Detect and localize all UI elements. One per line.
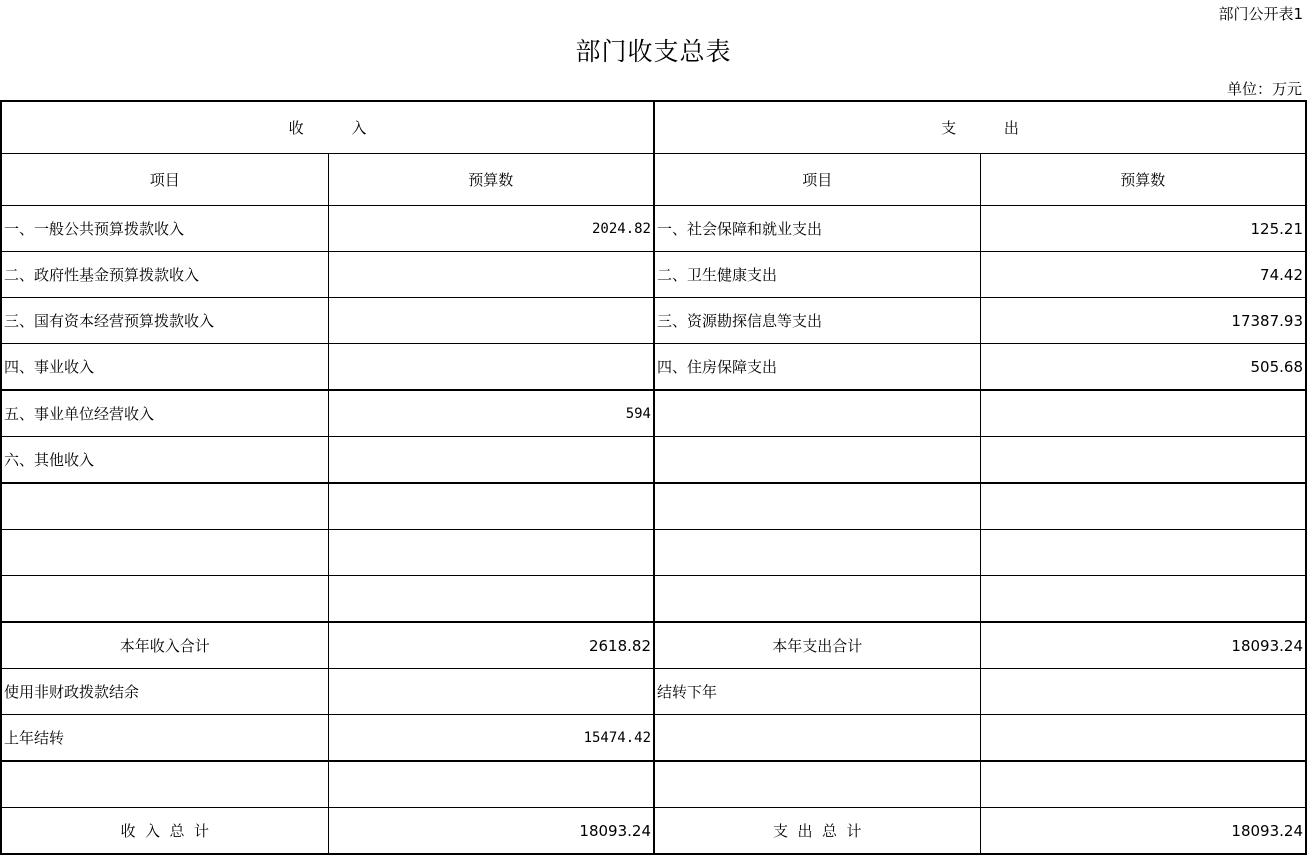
income-item: 上年结转 — [1, 715, 328, 762]
income-value — [328, 298, 654, 344]
income-item: 二、政府性基金预算拨款收入 — [1, 252, 328, 298]
expense-total-value: 18093.24 — [980, 808, 1306, 855]
expense-item — [654, 715, 980, 762]
table-row — [1, 252, 1306, 298]
income-item: 五、事业单位经营收入 — [1, 390, 328, 437]
table-code: 部门公开表1 — [1218, 5, 1303, 23]
subtotal-row — [1, 622, 1306, 669]
expense-value: 17387.93 — [980, 298, 1306, 344]
table-row — [1, 715, 1306, 762]
table-row — [1, 576, 1306, 623]
income-total-value: 18093.24 — [328, 808, 654, 855]
expense-total-label: 支 出 总 计 — [654, 808, 980, 855]
total-row — [1, 808, 1306, 855]
expense-value — [980, 669, 1306, 715]
income-value — [328, 669, 654, 715]
expense-item — [654, 761, 980, 808]
page-title: 部门收支总表 — [575, 37, 732, 66]
income-subtotal-label: 本年收入合计 — [1, 622, 328, 669]
group-header-row — [1, 101, 1306, 154]
expense-value: 74.42 — [980, 252, 1306, 298]
table-row — [1, 437, 1306, 484]
table-row — [1, 298, 1306, 344]
income-value — [328, 761, 654, 808]
expense-item: 一、社会保障和就业支出 — [654, 206, 980, 252]
table-row — [1, 483, 1306, 530]
income-value — [328, 530, 654, 576]
table-row — [1, 390, 1306, 437]
income-value — [328, 344, 654, 391]
expense-value — [980, 483, 1306, 530]
income-item: 使用非财政拨款结余 — [1, 669, 328, 715]
expense-value — [980, 437, 1306, 484]
expense-item-header: 项目 — [654, 154, 980, 206]
income-item-header: 项目 — [1, 154, 328, 206]
expense-value — [980, 715, 1306, 762]
income-item — [1, 530, 328, 576]
expense-item: 二、卫生健康支出 — [654, 252, 980, 298]
expense-item — [654, 576, 980, 623]
table-row — [1, 761, 1306, 808]
income-value — [328, 252, 654, 298]
expense-subtotal-value: 18093.24 — [980, 622, 1306, 669]
income-group-header: 收 入 — [1, 101, 654, 154]
expense-item — [654, 390, 980, 437]
expense-item: 结转下年 — [654, 669, 980, 715]
unit-label: 单位：万元 — [1226, 80, 1302, 98]
income-value — [328, 483, 654, 530]
income-item — [1, 761, 328, 808]
income-value: 594 — [328, 390, 654, 437]
table-row — [1, 530, 1306, 576]
income-item — [1, 483, 328, 530]
expense-value — [980, 390, 1306, 437]
expense-item: 四、住房保障支出 — [654, 344, 980, 391]
income-item: 六、其他收入 — [1, 437, 328, 484]
expense-value — [980, 530, 1306, 576]
expense-value: 125.21 — [980, 206, 1306, 252]
income-item: 四、事业收入 — [1, 344, 328, 391]
expense-item: 三、资源勘探信息等支出 — [654, 298, 980, 344]
expense-item — [654, 483, 980, 530]
income-item — [1, 576, 328, 623]
expense-item — [654, 530, 980, 576]
expense-value — [980, 576, 1306, 623]
expense-item — [654, 437, 980, 484]
income-total-label: 收 入 总 计 — [1, 808, 328, 855]
table-row — [1, 206, 1306, 252]
expense-budget-header: 预算数 — [980, 154, 1306, 206]
income-value — [328, 437, 654, 484]
expense-value: 505.68 — [980, 344, 1306, 391]
income-item: 一、一般公共预算拨款收入 — [1, 206, 328, 252]
table-row — [1, 669, 1306, 715]
income-item: 三、国有资本经营预算拨款收入 — [1, 298, 328, 344]
table-row — [1, 344, 1306, 391]
expense-subtotal-label: 本年支出合计 — [654, 622, 980, 669]
income-budget-header: 预算数 — [328, 154, 654, 206]
income-value: 2024.82 — [328, 206, 654, 252]
income-value: 15474.42 — [328, 715, 654, 762]
income-subtotal-value: 2618.82 — [328, 622, 654, 669]
column-header-row — [1, 154, 1306, 206]
expense-group-header: 支 出 — [654, 101, 1306, 154]
budget-summary-table — [0, 100, 1307, 855]
income-value — [328, 576, 654, 623]
expense-value — [980, 761, 1306, 808]
